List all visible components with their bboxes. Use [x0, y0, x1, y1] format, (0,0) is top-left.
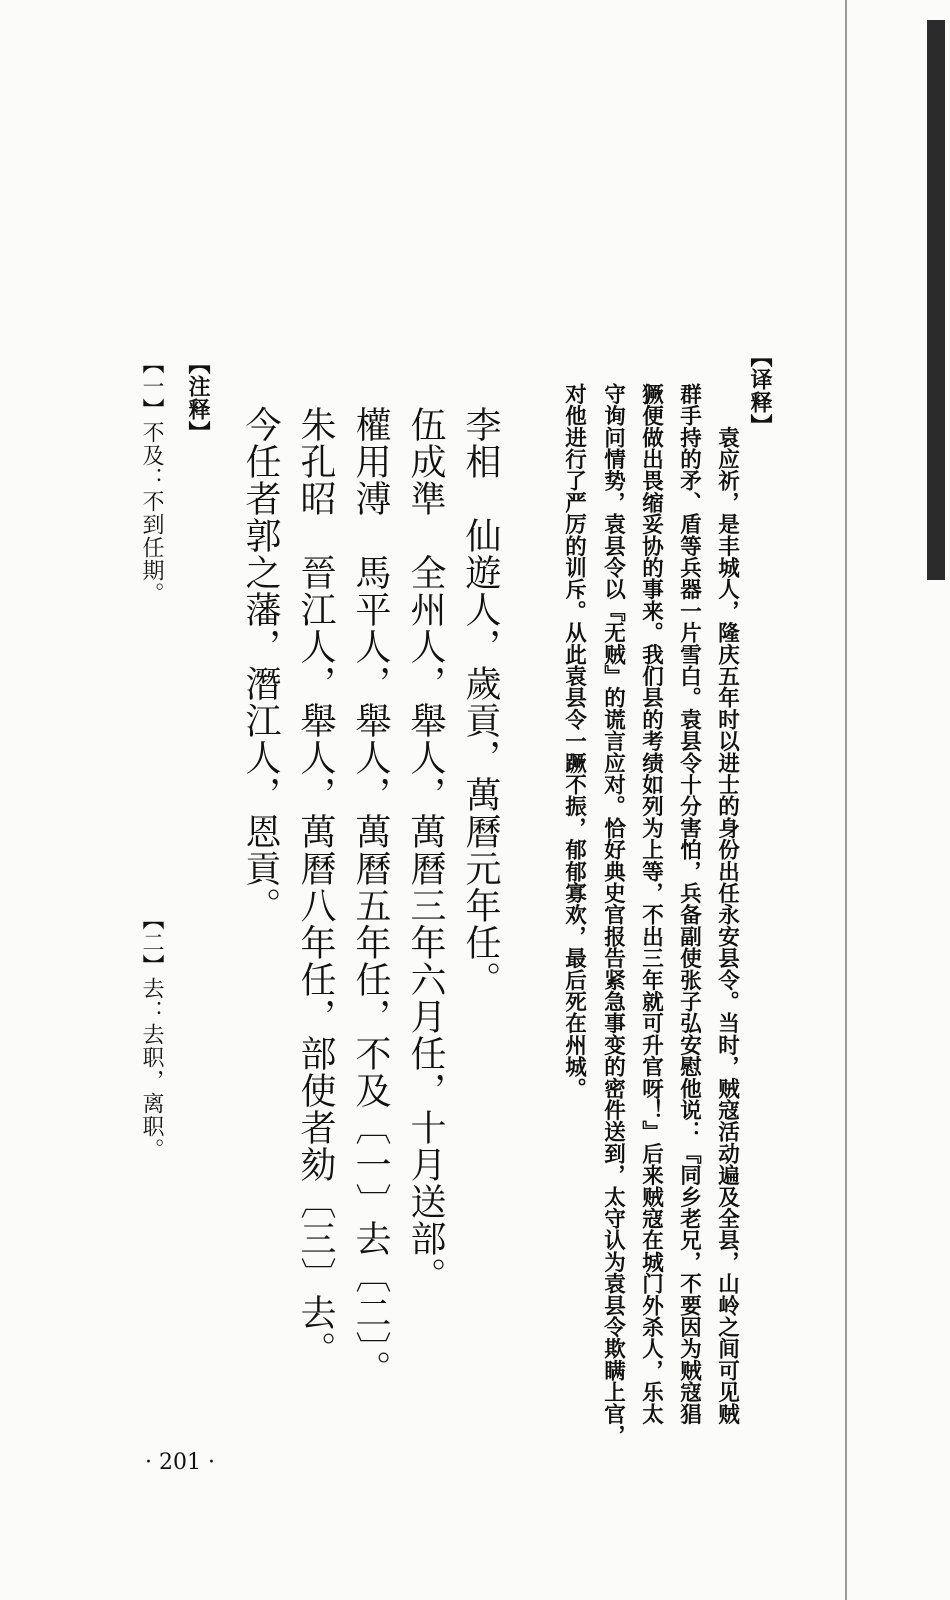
translation-line-3: 獗便做出畏缩妥协的事来。我们县的考绩如列为上等，不出三年就可升官呀！』后来贼寇在城门外杀人，乐太	[638, 383, 664, 1425]
translation-heading: 【译释】	[747, 345, 772, 437]
translation-line-1: 袁应祈，是丰城人，隆庆五年时以进士的身份出任永安县令。当时，贼寇活动遍及全县，山岭之间可见贼	[714, 383, 740, 1425]
note-1: 【一】不及：不到任期。	[139, 352, 164, 605]
page-edge-shadow	[927, 20, 945, 580]
page-number: · 201 ·	[145, 1450, 215, 1475]
notes-heading: 【注释】	[185, 352, 210, 444]
translation-line-5: 对他进行了严厉的训斥。从此袁县令一蹶不振，郁郁寡欢，最后死在州城。	[561, 383, 587, 1100]
translation-line-2: 群手持的矛、盾等兵器一片雪白。袁县令十分害怕，兵备副使张子弘安慰他说：『同乡老兄，不要因为贼寇猖	[676, 383, 702, 1425]
translation-line-4: 守询问情势，袁县令以『无贼』的谎言应对。恰好典史官报告紧急事变的密件送到，太守认为袁县令欺瞒上官，	[600, 383, 626, 1447]
main-line-2: 伍成準 全州人，舉人，萬曆三年六月任，十月送部。	[405, 406, 446, 1294]
note-2: 【二】去：去职，离职。	[139, 908, 164, 1161]
main-line-1: 李相 仙遊人，歲貢，萬曆元年任。	[460, 406, 501, 998]
page-edge-line	[845, 0, 847, 1600]
main-line-5: 今任者郭之藩，潛江人，恩貢。	[240, 406, 281, 924]
main-line-3: 權用溥 馬平人，舉人，萬曆五年任，不及〔一〕去〔二〕。	[350, 406, 391, 1387]
main-line-4: 朱孔昭 晉江人，舉人，萬曆八年任，部使者劾〔三〕去。	[295, 406, 336, 1368]
